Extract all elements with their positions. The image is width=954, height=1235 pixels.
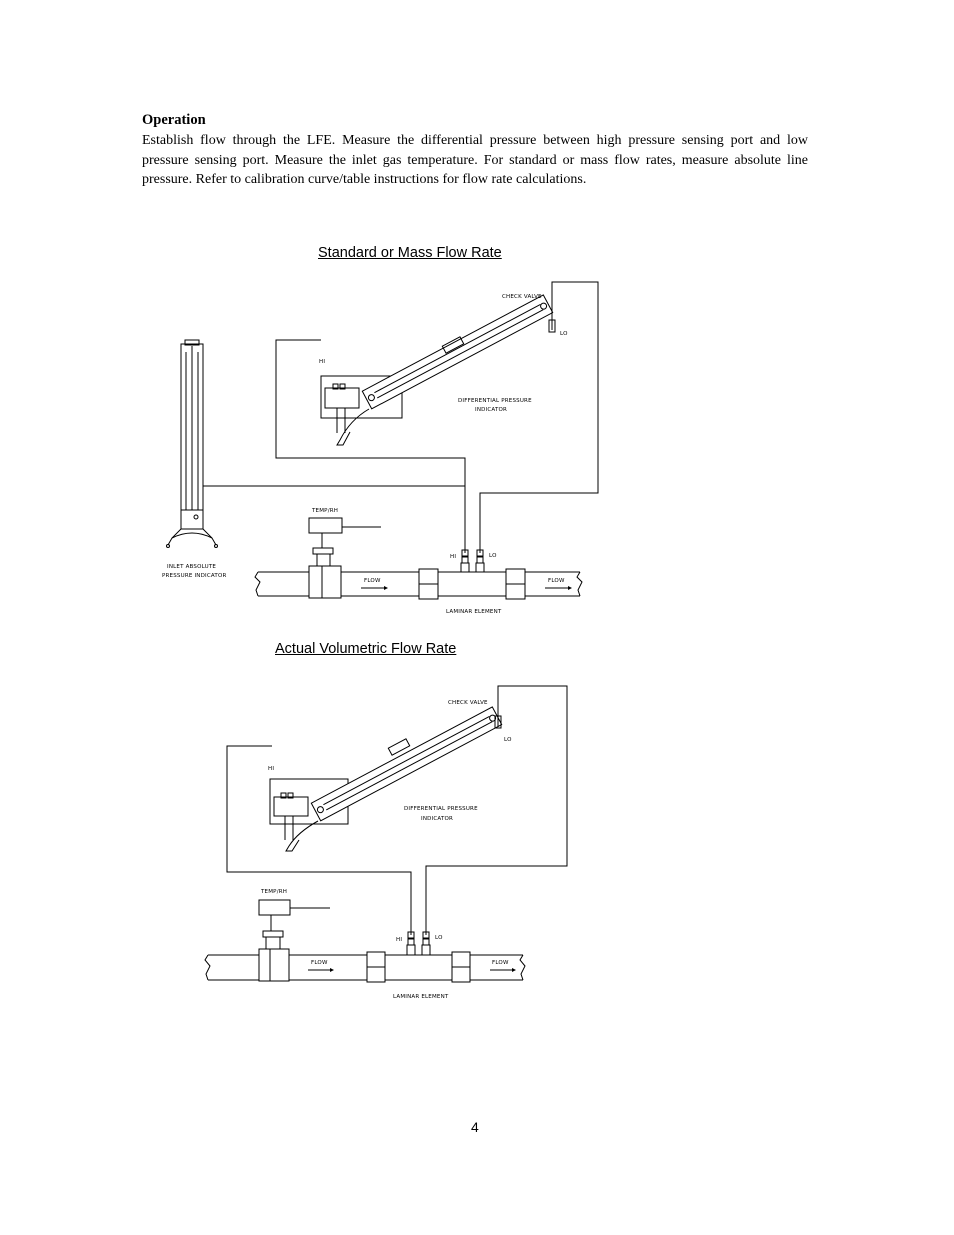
inlet-label-2: PRESSURE INDICATOR [162,573,227,579]
dpi-label-1-2: DIFFERENTIAL PRESSURE [404,806,478,812]
differential-pressure-indicator-2 [268,700,512,851]
flow-right-label-2: FLOW [492,960,509,966]
lo-bottom-label: LO [489,553,497,559]
flow-pipe-2 [205,932,525,1000]
figure1-diagram [162,282,598,615]
temp-label-2: TEMP/RH [261,889,288,895]
figure2-title: Actual Volumetric Flow Rate [275,641,457,657]
check-valve-label: CHECK VALVE [502,294,542,300]
figure2-diagram [205,686,567,1000]
section-heading: Operation [142,112,206,128]
check-valve-label-2: CHECK VALVE [448,700,488,706]
differential-pressure-indicator [319,294,568,445]
laminar-label: LAMINAR ELEMENT [446,609,502,615]
dpi-label-1: DIFFERENTIAL PRESSURE [458,398,532,404]
flow-left-label: FLOW [364,578,381,584]
inlet-label-1: INLET ABSOLUTE [167,564,217,570]
figure1-title: Standard or Mass Flow Rate [318,245,502,261]
hi-bottom-label-2: HI [396,937,403,943]
inlet-pressure-indicator [162,340,227,579]
flow-right-label: FLOW [548,578,565,584]
hi-bottom-label: HI [450,554,457,560]
lo-top-label: LO [560,331,568,337]
page-number: 4 [471,1119,479,1135]
temp-label: TEMP/RH [312,508,339,514]
temp-rh-probe-2 [259,889,330,949]
lo-top-label-2: LO [504,737,512,743]
dpi-label-2-2: INDICATOR [421,816,454,822]
dpi-label-2: INDICATOR [475,407,508,413]
operation-paragraph: Establish flow through the LFE. Measure the differential pressure between high pressure sensing port and low pressure sensing port. Measure the inlet gas temperature. For standard or mass flow rates, measure absolute line pressure. Refer to calibration curve/table instructions for flow rate calculations. [142,133,808,187]
hi-top-label: HI [319,359,326,365]
temp-rh-probe [309,508,381,566]
laminar-label-2: LAMINAR ELEMENT [393,994,449,1000]
lo-bottom-label-2: LO [435,935,443,941]
hi-top-label-2: HI [268,766,275,772]
flow-left-label-2: FLOW [311,960,328,966]
flow-pipe [255,550,582,615]
